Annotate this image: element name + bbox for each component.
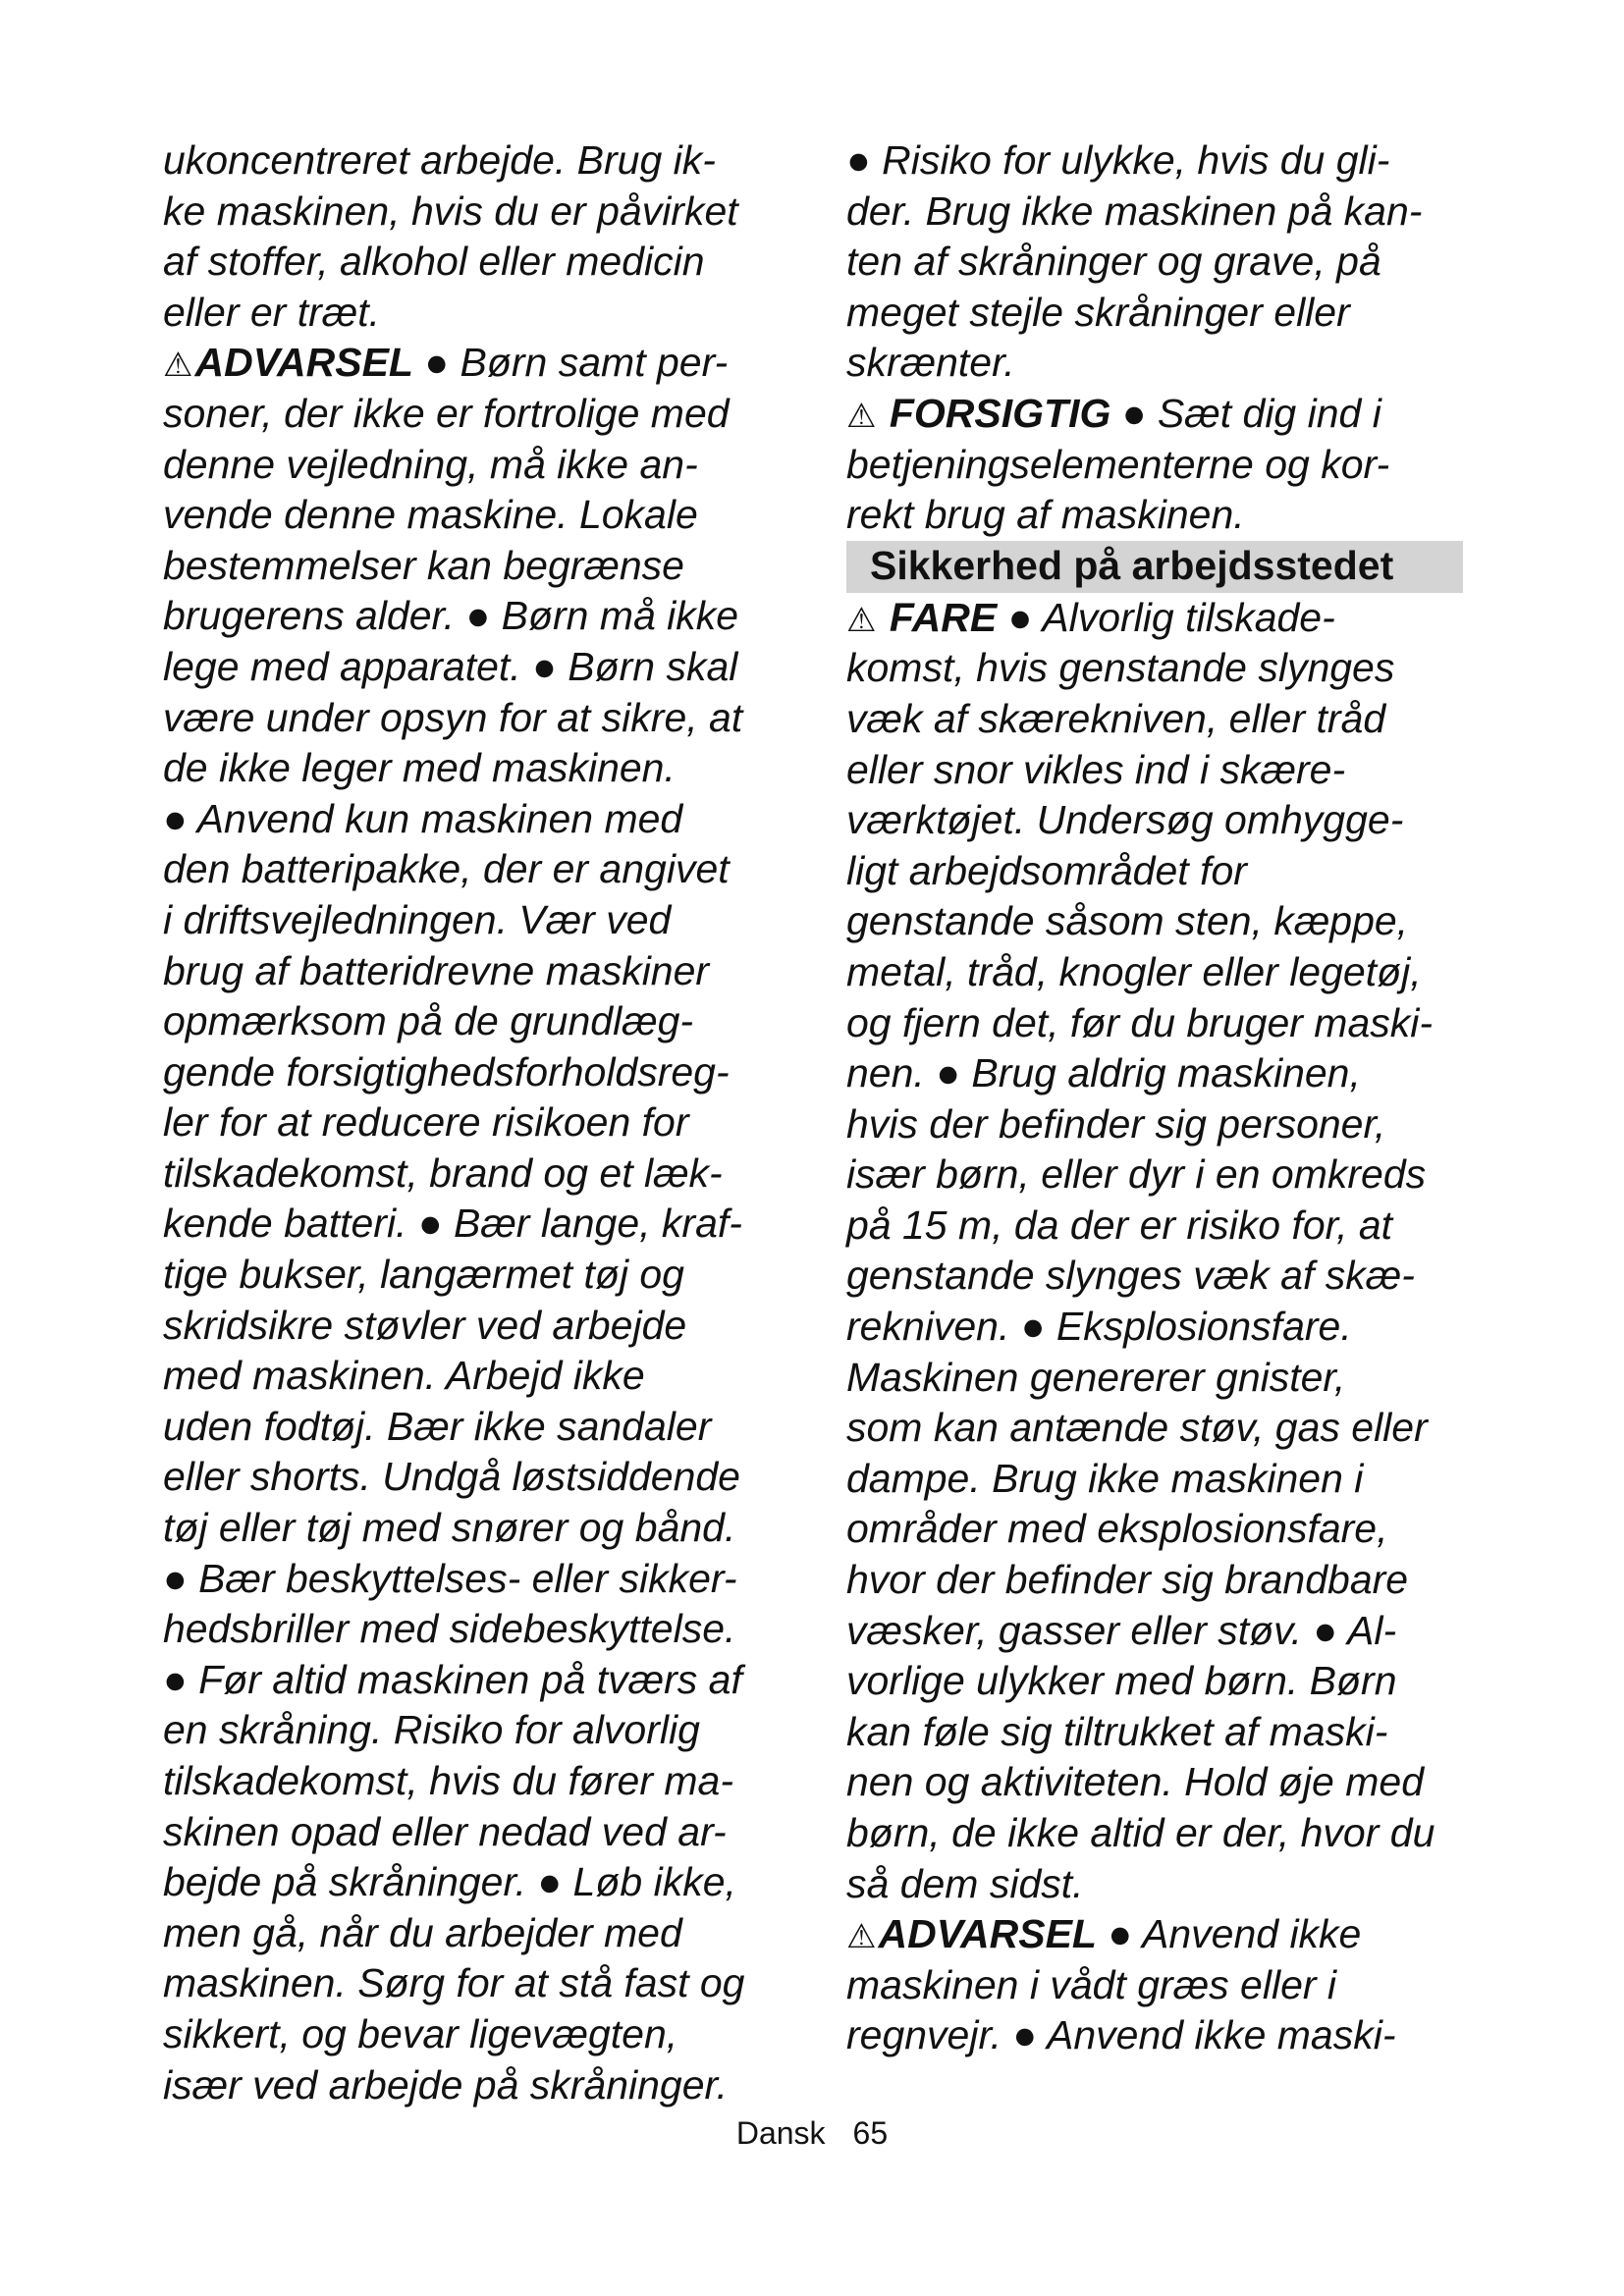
text-line: den batteripakke, der er angivet	[163, 846, 730, 892]
right-column	[846, 135, 1475, 2061]
text-line: hvor der befinder sig brandbare	[846, 1557, 1409, 1603]
text-line: lege med apparatet. ● Børn skal	[163, 643, 738, 689]
text-line: soner, der ikke er fortrolige med	[163, 390, 730, 436]
text-line: ler for at reducere risikoen for	[163, 1099, 689, 1146]
warning-text: ● Anvend ikke	[1096, 1911, 1362, 1957]
text-line: sikkert, og bevar ligevægten,	[163, 2010, 678, 2056]
warning-text: ● Sæt dig ind i	[1110, 390, 1381, 436]
text-line: vorlige ulykker med børn. Børn	[846, 1658, 1397, 1704]
text-line: ke maskinen, hvis du er påvirket	[163, 187, 738, 234]
footer-language: Dansk	[735, 2115, 826, 2151]
text-line: af stoffer, alkohol eller medicin	[163, 239, 705, 285]
text-line: ukoncentreret arbejde. Brug ik-	[163, 137, 716, 183]
warning-text: ● Børn samt per-	[412, 340, 729, 386]
text-line: meget stejle skråninger eller	[846, 289, 1350, 335]
text-line: eller er træt.	[163, 289, 380, 335]
warning-triangle-icon: ⚠	[163, 347, 193, 385]
right-column-top	[846, 135, 1475, 541]
left-column	[163, 135, 791, 2110]
text-line: de ikke leger med maskinen.	[163, 745, 676, 791]
text-line: ● Bær beskyttelses- eller sikker-	[163, 1555, 737, 1601]
page-footer	[0, 2115, 1624, 2152]
text-line: væsker, gasser eller støv. ● Al-	[846, 1607, 1397, 1653]
warning-text: ● Alvorlig tilskade-	[997, 594, 1335, 640]
text-line: skinen opad eller nedad ved ar-	[163, 1808, 727, 1854]
text-line: denne vejledning, må ikke an-	[163, 441, 698, 487]
warning-triangle-icon: ⚠	[846, 397, 877, 435]
text-line: med maskinen. Arbejd ikke	[163, 1353, 645, 1399]
text-line: tige bukser, langærmet tøj og	[163, 1252, 684, 1298]
warning-keyword: ADVARSEL	[194, 340, 413, 386]
text-line: kan føle sig tiltrukket af maski-	[846, 1708, 1388, 1754]
text-line: dampe. Brug ikke maskinen i	[846, 1455, 1364, 1501]
text-line: rekniven. ● Eksplosionsfare.	[846, 1304, 1352, 1350]
text-line: bestemmelser kan begrænse	[163, 542, 684, 588]
text-line: hedsbriller med sidebeskyttelse.	[163, 1606, 736, 1652]
warning-triangle-icon: ⚠	[846, 1918, 877, 1956]
text-line: skridsikre støvler ved arbejde	[163, 1302, 687, 1348]
text-line: bejde på skråninger. ● Løb ikke,	[163, 1859, 736, 1905]
warning-keyword: ADVARSEL	[878, 1911, 1097, 1957]
warning-line	[846, 1909, 1475, 1960]
text-line: en skråning. Risiko for alvorlig	[163, 1707, 700, 1753]
text-line: der. Brug ikke maskinen på kan-	[846, 187, 1423, 234]
text-line: uden fodtøj. Bær ikke sandaler	[163, 1403, 712, 1449]
text-line: børn, de ikke altid er der, hvor du	[846, 1810, 1435, 1855]
right-column-bottom	[846, 593, 1475, 2061]
warning-line	[163, 338, 791, 389]
text-line: ligt arbejdsområdet for	[846, 847, 1247, 893]
warning-line	[846, 593, 1475, 644]
text-line: brugerens alder. ● Børn må ikke	[163, 593, 739, 639]
text-line: især børn, eller dyr i en omkreds	[846, 1151, 1427, 1198]
warning-keyword: FORSIGTIG	[878, 390, 1111, 436]
text-line: ● Anvend kun maskinen med	[163, 795, 683, 841]
text-line: kende batteri. ● Bær lange, kraf-	[163, 1201, 742, 1247]
text-line: nen. ● Brug aldrig maskinen,	[846, 1050, 1361, 1096]
text-line: ten af skråninger og grave, på	[846, 239, 1381, 285]
text-line: brug af batteridrevne maskiner	[163, 947, 710, 993]
text-line: vende denne maskine. Lokale	[163, 492, 698, 538]
text-line: genstande slynges væk af skæ-	[846, 1253, 1415, 1299]
text-line: værktøjet. Undersøg omhygge-	[846, 797, 1404, 843]
text-line: Maskinen genererer gnister,	[846, 1354, 1346, 1400]
text-line: maskinen. Sørg for at stå fast og	[163, 1960, 745, 2006]
text-line: maskinen i vådt græs eller i	[846, 1961, 1337, 2007]
text-line: ● Risiko for ulykke, hvis du gli-	[846, 137, 1390, 183]
text-line: genstande såsom sten, kæppe,	[846, 898, 1409, 944]
text-line: tilskadekomst, hvis du fører ma-	[163, 1758, 733, 1803]
text-line: nen og aktiviteten. Hold øje med	[846, 1759, 1424, 1805]
text-line: opmærksom på de grundlæg-	[163, 998, 694, 1044]
text-line: tilskadekomst, brand og et læk-	[163, 1149, 723, 1196]
text-line: hvis der befinder sig personer,	[846, 1100, 1386, 1147]
text-line: så dem sidst.	[846, 1860, 1084, 1906]
text-line: som kan antænde støv, gas eller	[846, 1405, 1428, 1451]
text-line: væk af skærekniven, eller tråd	[846, 695, 1386, 741]
text-line: tøj eller tøj med snører og bånd.	[163, 1505, 736, 1551]
text-line: i driftsvejledningen. Vær ved	[163, 896, 672, 942]
text-line: regnvejr. ● Anvend ikke maski-	[846, 2012, 1396, 2058]
warning-keyword: FARE	[878, 594, 998, 640]
text-line: og fjern det, før du bruger maski-	[846, 999, 1434, 1045]
text-line: på 15 m, da der er risiko for, at	[846, 1201, 1393, 1248]
text-line: skrænter.	[846, 340, 1015, 386]
text-line: være under opsyn for at sikre, at	[163, 694, 743, 740]
warning-line	[846, 389, 1475, 440]
text-line: eller shorts. Undgå løstsiddende	[163, 1454, 740, 1500]
text-line: områder med eksplosionsfare,	[846, 1506, 1388, 1552]
text-line: men gå, når du arbejder med	[163, 1909, 682, 1955]
text-line: metal, tråd, knogler eller legetøj,	[846, 948, 1422, 994]
page-number: 65	[852, 2115, 889, 2151]
text-line: betjeningselementerne og kor-	[846, 441, 1390, 487]
text-line: gende forsigtighedsforholdsreg-	[163, 1048, 730, 1095]
text-line: rekt brug af maskinen.	[846, 492, 1245, 538]
text-line: ● Før altid maskinen på tværs af	[163, 1656, 742, 1702]
text-line: eller snor vikles ind i skære-	[846, 746, 1346, 792]
warning-triangle-icon: ⚠	[846, 601, 877, 639]
text-line: især ved arbejde på skråninger.	[163, 2061, 729, 2108]
section-heading: Sikkerhed på arbejdsstedet	[846, 541, 1463, 593]
text-line: komst, hvis genstande slynges	[846, 645, 1395, 691]
